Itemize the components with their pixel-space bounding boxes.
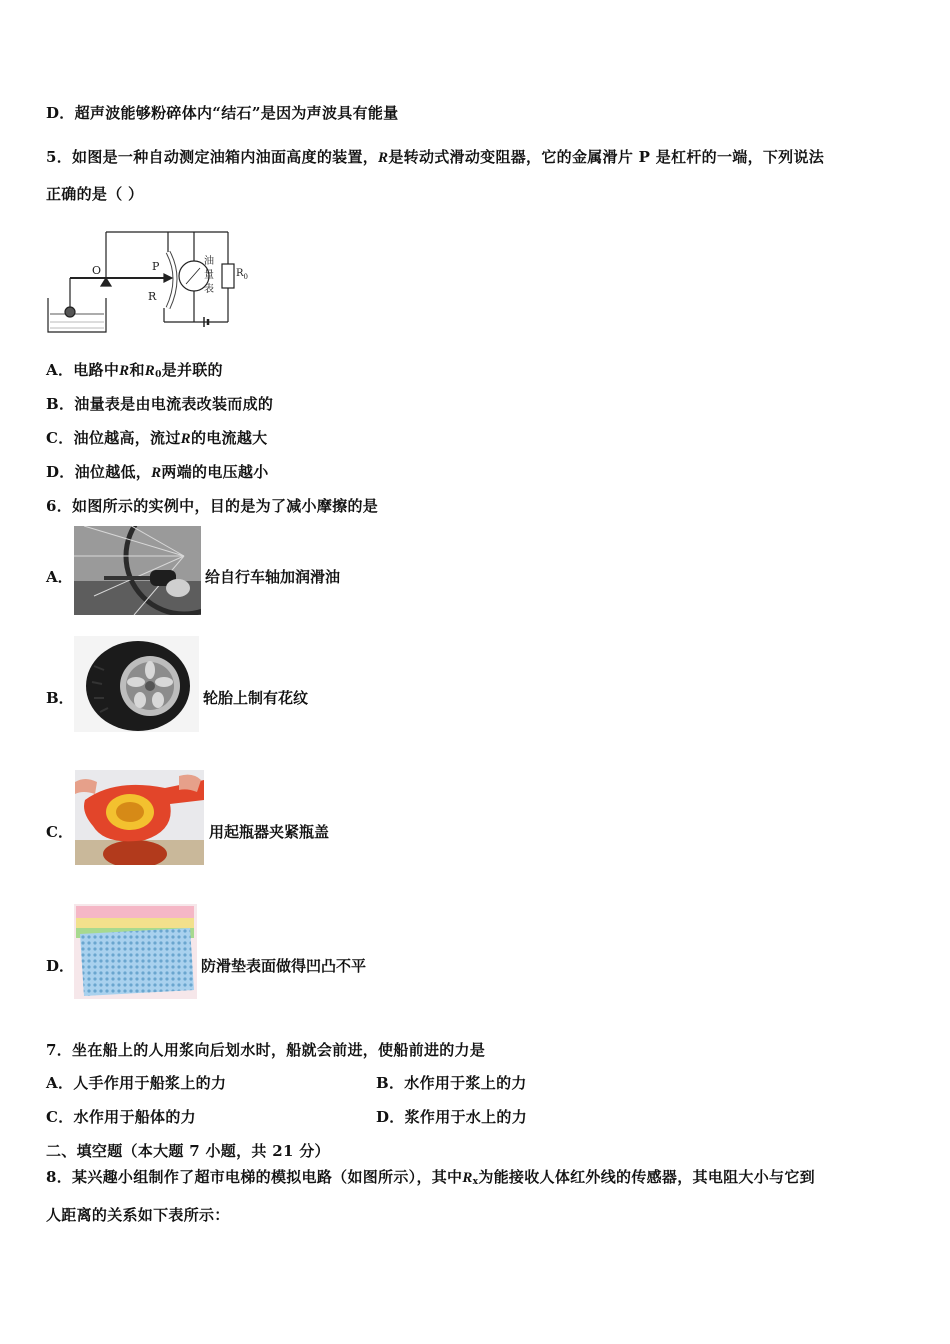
section-2-title: 二、填空题（本大题 7 小题，共 21 分）: [46, 1142, 330, 1160]
q5-stem-R: R: [378, 150, 389, 166]
q5-option-a[interactable]: A．电路中R和$R_0$是并联的: [46, 361, 223, 380]
bicycle-oil-photo-icon: [74, 526, 201, 615]
q6-option-d-text: 防滑垫表面做得凹凸不平: [201, 957, 367, 975]
q8-line1: 8．某兴趣小组制作了超市电梯的模拟电路（如图所示），其中$R_x$为能接收人体红外线的传感器，其电阻大小与它到: [46, 1168, 815, 1187]
q5-option-c[interactable]: C．油位越高，流过R的电流越大: [46, 429, 268, 447]
q6-stem: 6．如图所示的实例中，目的是为了减小摩擦的是: [46, 497, 379, 515]
q5-option-d[interactable]: D．油位越低，R两端的电压越小: [46, 463, 269, 481]
q7-stem: 7．坐在船上的人用浆向后划水时，船就会前进，使船前进的力是: [46, 1041, 486, 1059]
label-o: O: [92, 264, 102, 277]
q7-option-d[interactable]: D．浆作用于水上的力: [376, 1108, 528, 1126]
q7-option-b[interactable]: B．水作用于浆上的力: [376, 1074, 527, 1092]
meter-char-1: 油: [204, 256, 214, 267]
q6-option-c-label[interactable]: C．: [46, 823, 73, 841]
bottle-opener-photo-icon: [75, 770, 204, 865]
q6-option-a-text: 给自行车轴加润滑油: [205, 568, 341, 586]
q5-stem-line2: 正确的是（ ）: [46, 185, 144, 203]
q6-option-a-label[interactable]: A．: [46, 568, 73, 586]
q6-option-b-text: 轮胎上制有花纹: [203, 689, 309, 707]
q8-line2: 人距离的关系如下表所示：: [46, 1206, 230, 1224]
q6-option-c-text: 用起瓶器夹紧瓶盖: [209, 823, 330, 841]
q5-stem-b: 是转动式滑动变阻器，它的金属滑片 P 是杠杆的一端，下列说法: [388, 148, 825, 166]
q5-stem-line1: [46, 146, 824, 167]
meter-char-3: 表: [204, 284, 214, 295]
q5-stem-a: 5．如图是一种自动测定油箱内油面高度的装置，: [46, 148, 379, 166]
label-r: R: [148, 290, 157, 303]
q4-option-d: D．超声波能够粉碎体内“结石”是因为声波具有能量: [46, 104, 399, 122]
label-p: P: [152, 260, 160, 273]
q6-option-d-label[interactable]: D．: [46, 957, 75, 975]
oil-gauge-circuit-diagram: [44, 228, 254, 338]
q7-option-c[interactable]: C．水作用于船体的力: [46, 1108, 196, 1126]
meter-char-2: 量: [204, 270, 214, 281]
q5-option-b[interactable]: B．油量表是由电流表改装而成的: [46, 395, 274, 413]
anti-slip-mat-photo-icon: [74, 904, 197, 999]
tire-photo-icon: [74, 636, 199, 732]
label-r0: $R_0$: [236, 268, 248, 281]
q7-option-a[interactable]: A．人手作用于船浆上的力: [46, 1074, 227, 1092]
q6-option-b-label[interactable]: B．: [46, 689, 74, 707]
